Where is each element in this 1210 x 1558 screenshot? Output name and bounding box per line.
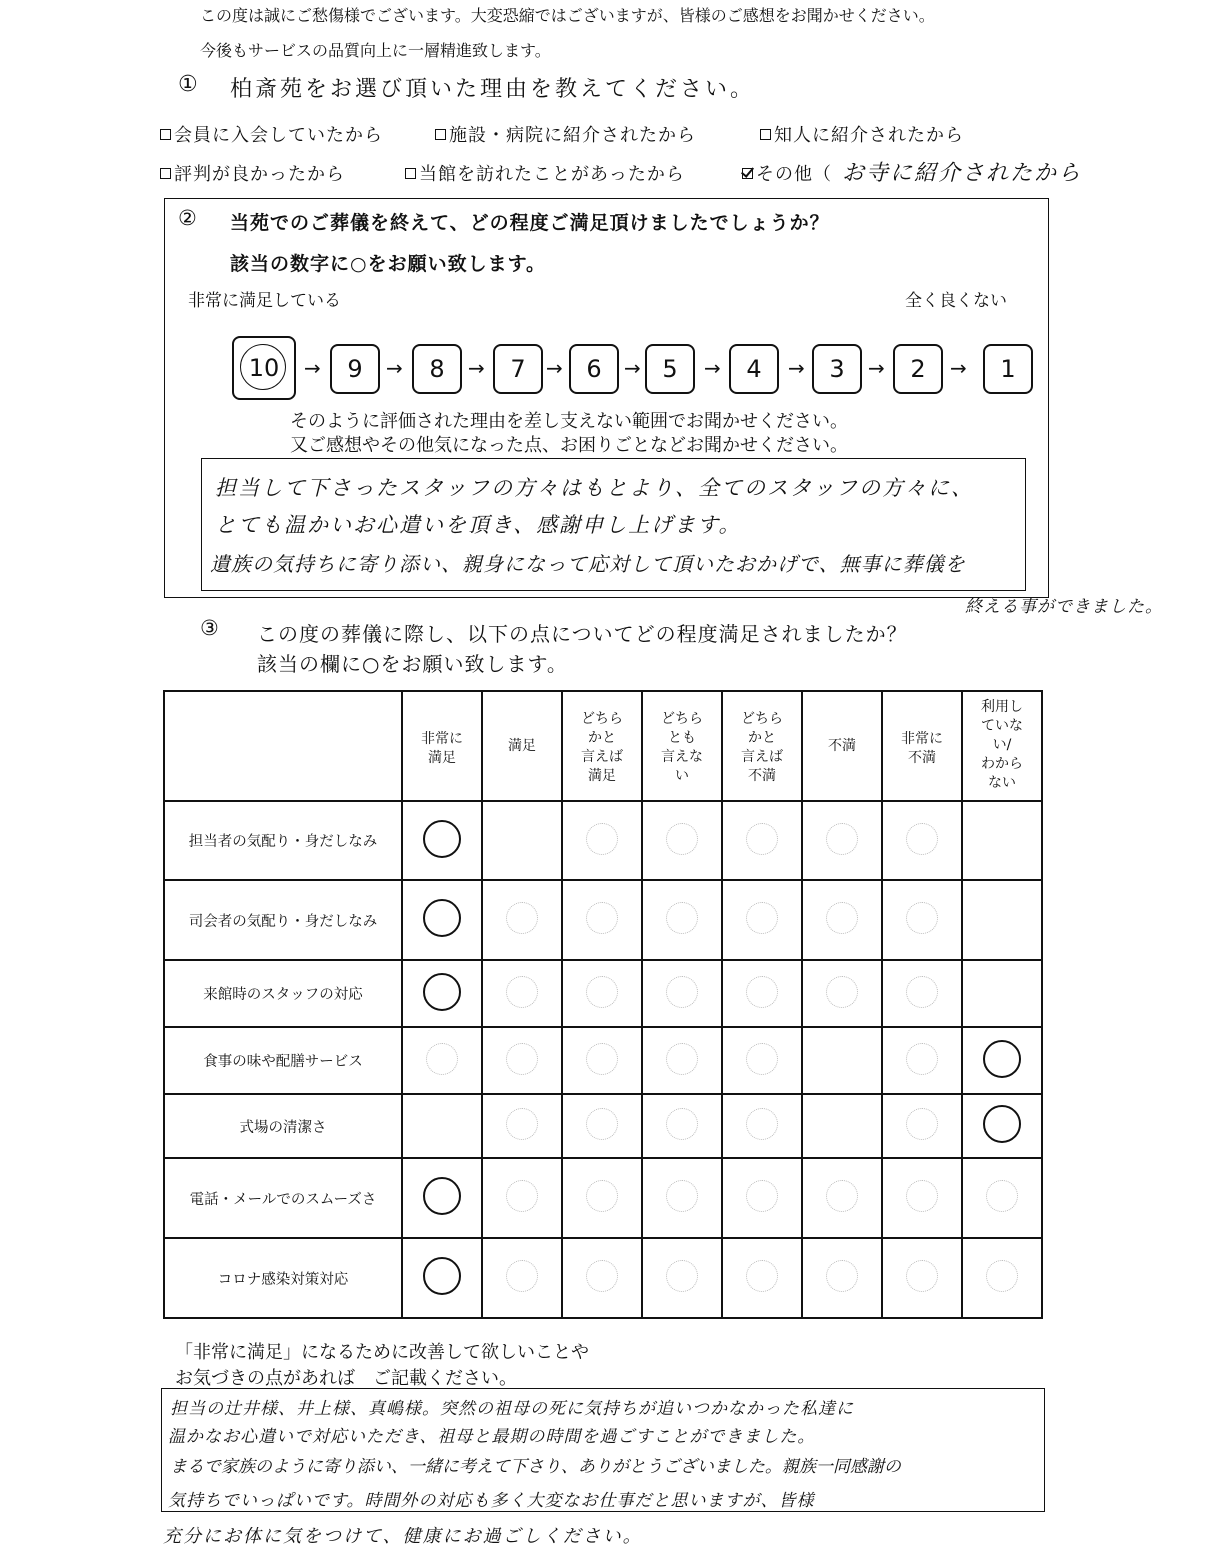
rating-cell[interactable] xyxy=(402,960,482,1027)
rating-cell[interactable] xyxy=(802,1238,882,1318)
improve-comment-line: まるで家族のように寄り添い、一緒に考えて下さり、ありがとうございました。親族一同感謝の xyxy=(170,1457,901,1477)
faint-circle-icon xyxy=(746,902,778,934)
faint-circle-icon xyxy=(906,902,938,934)
faint-circle-icon xyxy=(666,902,698,934)
rating-cell[interactable] xyxy=(482,1094,562,1158)
rating-cell[interactable] xyxy=(722,1238,802,1318)
q2-title: 当苑でのご葬儀を終えて、どの程度ご満足頂けましたでしょうか？ xyxy=(230,212,830,234)
rating-cell[interactable] xyxy=(562,801,642,880)
faint-circle-icon xyxy=(746,1108,778,1140)
table-row xyxy=(164,1094,1042,1158)
row-label: 来館時のスタッフの対応 xyxy=(164,960,402,1027)
rating-cell[interactable] xyxy=(642,1238,722,1318)
rating-cell[interactable] xyxy=(482,880,562,960)
rating-cell[interactable] xyxy=(402,880,482,960)
row-label: コロナ感染対策対応 xyxy=(164,1238,402,1318)
rating-cell[interactable] xyxy=(562,1094,642,1158)
faint-circle-icon xyxy=(666,976,698,1008)
rating-cell[interactable] xyxy=(962,1027,1042,1094)
arrow-right-icon: → xyxy=(868,356,885,380)
row-label: 式場の清潔さ xyxy=(164,1094,402,1158)
q2-number: ② xyxy=(178,206,197,230)
rating-cell[interactable] xyxy=(402,1158,482,1238)
checkbox-icon[interactable] xyxy=(405,168,416,179)
rating-cell[interactable] xyxy=(802,801,882,880)
faint-circle-icon xyxy=(906,823,938,855)
column-header: 利用し ていな い/ わから ない xyxy=(962,691,1042,801)
intro-line-2: 今後もサービスの品質向上に一層精進致します。 xyxy=(200,41,551,60)
improve-comment-line: 気持ちでいっぱいです。時間外の対応も多く大変なお仕事だと思いますが、皆様 xyxy=(168,1491,815,1511)
q1-option-member[interactable]: 会員に入会していたから xyxy=(160,121,383,147)
rating-cell[interactable] xyxy=(802,1027,882,1094)
faint-circle-icon xyxy=(586,1180,618,1212)
rating-cell[interactable] xyxy=(722,880,802,960)
rating-cell[interactable] xyxy=(882,1027,962,1094)
faint-circle-icon xyxy=(826,902,858,934)
table-header-row xyxy=(164,691,1042,801)
faint-circle-icon xyxy=(826,1260,858,1292)
satisfaction-table xyxy=(163,690,1043,1319)
rating-cell[interactable] xyxy=(882,880,962,960)
rating-cell[interactable] xyxy=(962,1238,1042,1318)
rating-cell[interactable] xyxy=(962,880,1042,960)
rating-cell[interactable] xyxy=(722,1027,802,1094)
q1-option-acquaintance[interactable]: 知人に紹介されたから xyxy=(760,121,964,147)
rating-cell[interactable] xyxy=(642,801,722,880)
rating-cell[interactable] xyxy=(722,1094,802,1158)
column-header: 不満 xyxy=(802,691,882,801)
scale-option-3[interactable]: 3 xyxy=(812,344,862,394)
faint-circle-icon xyxy=(746,976,778,1008)
faint-circle-icon xyxy=(746,1260,778,1292)
rating-cell[interactable] xyxy=(402,1027,482,1094)
faint-circle-icon xyxy=(586,823,618,855)
faint-circle-icon xyxy=(986,1180,1018,1212)
faint-circle-icon xyxy=(666,1043,698,1075)
rating-cell[interactable] xyxy=(722,960,802,1027)
faint-circle-icon xyxy=(666,823,698,855)
faint-circle-icon xyxy=(506,976,538,1008)
rating-cell[interactable] xyxy=(802,960,882,1027)
q2-comment-line: 担当して下さったスタッフの方々はもとより、全てのスタッフの方々に、 xyxy=(215,476,974,500)
column-header: 満足 xyxy=(482,691,562,801)
q1-option-other[interactable]: その他（ xyxy=(742,160,832,186)
rating-cell[interactable] xyxy=(482,1027,562,1094)
improve-prompt-2: お気づきの点があれば ご記載ください。 xyxy=(175,1368,517,1389)
rating-cell[interactable] xyxy=(642,1094,722,1158)
rating-cell[interactable] xyxy=(802,880,882,960)
arrow-right-icon: → xyxy=(386,356,403,380)
rating-cell[interactable] xyxy=(882,1094,962,1158)
faint-circle-icon xyxy=(826,1180,858,1212)
rating-cell[interactable] xyxy=(722,801,802,880)
table-row xyxy=(164,1158,1042,1238)
rating-cell[interactable] xyxy=(882,960,962,1027)
rating-cell[interactable] xyxy=(882,1158,962,1238)
faint-circle-icon xyxy=(986,1260,1018,1292)
q2-instruction: 該当の数字に○をお願い致します。 xyxy=(230,253,547,275)
checkbox-icon[interactable] xyxy=(760,129,771,140)
rating-cell[interactable] xyxy=(562,1238,642,1318)
row-label: 司会者の気配り・身だしなみ xyxy=(164,880,402,960)
rating-cell[interactable] xyxy=(642,880,722,960)
arrow-right-icon: → xyxy=(624,356,641,380)
selection-circle-icon xyxy=(423,899,461,937)
rating-cell[interactable] xyxy=(802,1094,882,1158)
rating-cell[interactable] xyxy=(722,1158,802,1238)
faint-circle-icon xyxy=(586,1260,618,1292)
q2-comment-line: とても温かいお心遣いを頂き、感謝申し上げます。 xyxy=(215,513,742,537)
faint-circle-icon xyxy=(906,976,938,1008)
rating-cell[interactable] xyxy=(482,801,562,880)
faint-circle-icon xyxy=(506,1180,538,1212)
selection-circle-icon xyxy=(983,1040,1021,1078)
rating-cell[interactable] xyxy=(962,1094,1042,1158)
selection-circle-icon xyxy=(983,1105,1021,1143)
rating-cell[interactable] xyxy=(802,1158,882,1238)
rating-cell[interactable] xyxy=(962,960,1042,1027)
q2-right-label: 全く良くない xyxy=(905,291,1007,311)
faint-circle-icon xyxy=(906,1260,938,1292)
table-row xyxy=(164,1027,1042,1094)
q2-left-label: 非常に満足している xyxy=(188,291,341,311)
selection-circle-icon xyxy=(423,1257,461,1295)
scale-option-6[interactable]: 6 xyxy=(569,344,619,394)
column-header: どちら かと 言えば 不満 xyxy=(722,691,802,801)
scale-option-10[interactable]: 10 xyxy=(232,336,296,400)
q2-comment-line: 遺族の気持ちに寄り添い、親身になって応対して頂いたおかげで、無事に葬儀を xyxy=(210,552,966,576)
arrow-right-icon: → xyxy=(704,356,721,380)
checkbox-icon[interactable] xyxy=(160,129,171,140)
rating-cell[interactable] xyxy=(562,1158,642,1238)
selection-circle-icon xyxy=(240,344,286,390)
scale-option-1[interactable]: 1 xyxy=(983,344,1033,394)
improve-prompt-1: 「非常に満足」になるために改善して欲しいことや xyxy=(175,1342,589,1363)
column-header: 非常に 満足 xyxy=(402,691,482,801)
rating-cell[interactable] xyxy=(482,960,562,1027)
column-header: どちら かと 言えば 満足 xyxy=(562,691,642,801)
rating-cell[interactable] xyxy=(562,960,642,1027)
faint-circle-icon xyxy=(826,976,858,1008)
checkbox-icon[interactable] xyxy=(435,129,446,140)
column-header: 非常に 不満 xyxy=(882,691,962,801)
faint-circle-icon xyxy=(586,1043,618,1075)
scale-option-2[interactable]: 2 xyxy=(893,344,943,394)
rating-cell[interactable] xyxy=(562,1027,642,1094)
faint-circle-icon xyxy=(906,1180,938,1212)
faint-circle-icon xyxy=(906,1043,938,1075)
rating-cell[interactable] xyxy=(642,1027,722,1094)
faint-circle-icon xyxy=(506,1260,538,1292)
faint-circle-icon xyxy=(506,902,538,934)
q3-number: ③ xyxy=(200,616,219,640)
q1-title: 柏斎苑をお選び頂いた理由を教えてください。 xyxy=(230,77,756,102)
faint-circle-icon xyxy=(506,1108,538,1140)
q3-title: この度の葬儀に際し、以下の点についてどの程度満足されましたか？ xyxy=(257,622,908,646)
faint-circle-icon xyxy=(666,1180,698,1212)
row-label: 担当者の気配り・身だしなみ xyxy=(164,801,402,880)
rating-cell[interactable] xyxy=(402,1094,482,1158)
rating-cell[interactable] xyxy=(962,801,1042,880)
faint-circle-icon xyxy=(586,1108,618,1140)
scale-option-8[interactable]: 8 xyxy=(412,344,462,394)
q2-reason-prompt-1: そのように評価された理由を差し支えない範囲でお聞かせください。 xyxy=(290,411,848,432)
q2-comment-overflow: 終える事ができました。 xyxy=(965,597,1163,617)
row-label: 電話・メールでのスムーズさ xyxy=(164,1158,402,1238)
arrow-right-icon: → xyxy=(546,356,563,380)
faint-circle-icon xyxy=(426,1043,458,1075)
q1-other-answer: お寺に紹介されたから xyxy=(842,161,1083,186)
rating-cell[interactable] xyxy=(562,880,642,960)
rating-cell[interactable] xyxy=(482,1238,562,1318)
table-row xyxy=(164,801,1042,880)
table-row xyxy=(164,880,1042,960)
selection-circle-icon xyxy=(423,973,461,1011)
table-corner-cell xyxy=(164,691,402,801)
faint-circle-icon xyxy=(826,823,858,855)
arrow-right-icon: → xyxy=(950,356,967,380)
q1-number: ① xyxy=(178,72,198,97)
faint-circle-icon xyxy=(746,1043,778,1075)
scale-option-7[interactable]: 7 xyxy=(493,344,543,394)
checkbox-icon[interactable] xyxy=(160,168,171,179)
checkbox-checked-icon[interactable] xyxy=(742,168,753,179)
q1-option-reputation[interactable]: 評判が良かったから xyxy=(160,160,345,186)
faint-circle-icon xyxy=(906,1108,938,1140)
q1-option-visited[interactable]: 当館を訪れたことがあったから xyxy=(405,160,685,186)
faint-circle-icon xyxy=(746,823,778,855)
rating-cell[interactable] xyxy=(962,1158,1042,1238)
q1-option-facility[interactable]: 施設・病院に紹介されたから xyxy=(435,121,696,147)
arrow-right-icon: → xyxy=(304,356,321,380)
faint-circle-icon xyxy=(506,1043,538,1075)
rating-cell[interactable] xyxy=(642,960,722,1027)
table-row xyxy=(164,1238,1042,1318)
rating-cell[interactable] xyxy=(642,1158,722,1238)
row-label: 食事の味や配膳サービス xyxy=(164,1027,402,1094)
arrow-right-icon: → xyxy=(468,356,485,380)
faint-circle-icon xyxy=(586,976,618,1008)
q3-instruction: 該当の欄に○をお願い致します。 xyxy=(257,652,568,676)
q2-reason-prompt-2: 又ご感想やその他気になった点、お困りごとなどお聞かせください。 xyxy=(290,435,848,456)
improve-comment-line: 温かなお心遣いで対応いただき、祖母と最期の時間を過ごすことができました。 xyxy=(168,1427,816,1447)
selection-circle-icon xyxy=(423,1177,461,1215)
faint-circle-icon xyxy=(746,1180,778,1212)
improve-comment-line: 担当の辻井様、井上様、真嶋様。突然の祖母の死に気持ちが追いつかなかった私達に xyxy=(170,1399,854,1419)
rating-cell[interactable] xyxy=(402,801,482,880)
scale-option-9[interactable]: 9 xyxy=(330,344,380,394)
improve-comment-line: 充分にお体に気をつけて、健康にお過ごしください。 xyxy=(163,1526,643,1547)
table-row xyxy=(164,960,1042,1027)
rating-cell[interactable] xyxy=(882,1238,962,1318)
faint-circle-icon xyxy=(666,1108,698,1140)
faint-circle-icon xyxy=(586,902,618,934)
rating-cell[interactable] xyxy=(882,801,962,880)
scale-option-5[interactable]: 5 xyxy=(645,344,695,394)
rating-cell[interactable] xyxy=(482,1158,562,1238)
faint-circle-icon xyxy=(666,1260,698,1292)
intro-line-1: この度は誠にご愁傷様でございます。大変恐縮ではございますが、皆様のご感想をお聞かせください。 xyxy=(200,6,935,25)
scale-option-4[interactable]: 4 xyxy=(729,344,779,394)
arrow-right-icon: → xyxy=(788,356,805,380)
column-header: どちら とも 言えな い xyxy=(642,691,722,801)
selection-circle-icon xyxy=(423,820,461,858)
rating-cell[interactable] xyxy=(402,1238,482,1318)
